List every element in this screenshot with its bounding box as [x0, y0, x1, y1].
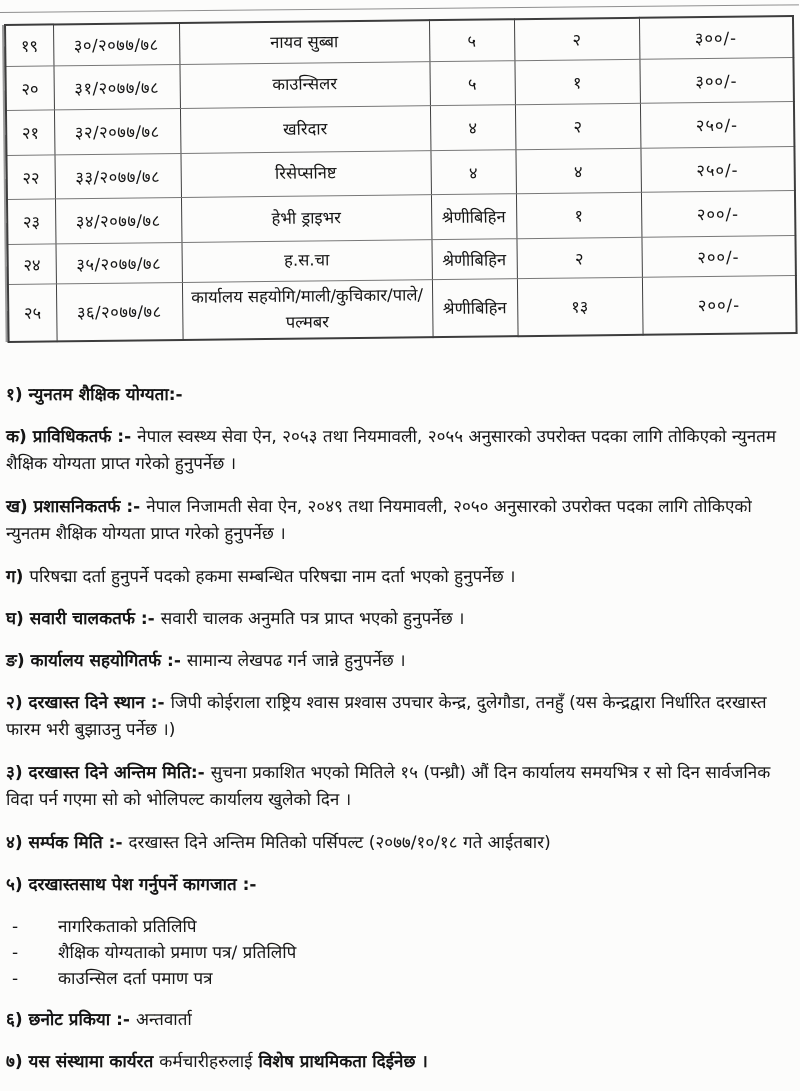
required-documents-list	[6, 914, 788, 992]
section-text: अन्तवार्ता	[135, 1010, 192, 1030]
cell-count: ४	[515, 148, 640, 193]
section-priority-note	[6, 1049, 788, 1076]
notice-body	[6, 382, 788, 1091]
section-label: क) प्राविधिकतर्फ :-	[6, 427, 132, 447]
section-label: ७) यस संस्थामा कार्यरत	[6, 1052, 154, 1072]
list-item-text: शैक्षिक योग्यताको प्रमाण पत्र/ प्रतिलिपि	[58, 943, 297, 963]
section-text-bold: विशेष प्राथमिकता दिईनेछ ।	[258, 1052, 428, 1072]
section-label: ग)	[6, 567, 24, 587]
cell-serial: २३	[7, 198, 56, 244]
section-text: कर्मचारीहरुलाई	[159, 1052, 253, 1072]
cell-fee: २००/-	[641, 190, 796, 237]
list-item-text: नागरिकताको प्रतिलिपि	[58, 917, 197, 937]
cell-advert-no: ३४/२०७७/७८	[55, 197, 182, 243]
section-deadline	[6, 760, 788, 814]
cell-count: २	[516, 237, 641, 278]
section-label: ङ) कार्यालय सहयोगितर्फ :-	[6, 651, 181, 671]
section-contact-date	[6, 830, 788, 857]
section-administrative	[6, 494, 788, 548]
dash-bullet: -	[12, 943, 19, 963]
cell-fee: २५०/-	[640, 101, 795, 148]
cell-level: श्रेणीबिहिन	[431, 193, 517, 239]
section-driver	[6, 606, 788, 633]
cell-fee: ३००/-	[639, 57, 793, 103]
cell-level: ४	[430, 104, 516, 150]
cell-serial: २०	[5, 65, 53, 110]
section-application-place	[6, 690, 788, 744]
cell-advert-no: ३६/२०७७/७८	[56, 282, 183, 341]
table-row	[8, 275, 797, 341]
cell-post: कार्यालय सहयोगि/माली/कुचिकार/पाले/पल्मबर	[182, 279, 433, 339]
cell-serial: २२	[6, 154, 54, 199]
cell-advert-no: ३१/२०७७/७८	[53, 64, 179, 109]
section-label: ५) दरखास्तसाथ पेश गर्नुपर्ने कागजात :-	[6, 875, 257, 895]
cell-post: ह.स.चा	[181, 239, 431, 282]
section-text: नेपाल स्वस्थ्य सेवा ऐन, २०५३ तथा नियमावली, २०५५ अनुसारको उपरोक्त पदका लागि तोकिएको न्युनतम शैक्षिक योग्यता प्राप्त गरेको हुनुपर्नेछ ।	[6, 427, 776, 474]
cell-count: २	[514, 18, 639, 60]
section-label: घ) सवारी चालकतर्फ :-	[6, 609, 155, 629]
cell-fee: २५०/-	[640, 146, 794, 192]
section-text: दरखास्त दिने अन्तिम मितिको पर्सिपल्ट (२०७७/१०/१८ गते आईतबार)	[128, 833, 551, 853]
cell-serial: २४	[7, 243, 55, 284]
scan-edge-line	[0, 4, 799, 13]
cell-count: १३	[517, 277, 643, 336]
list-item	[6, 966, 788, 992]
cell-serial: २५	[8, 283, 57, 341]
cell-post: रिसेप्सनिष्ट	[180, 150, 430, 197]
cell-post: काउन्सिलर	[179, 61, 429, 108]
cell-advert-no: ३५/२०७७/७८	[55, 242, 181, 283]
cell-fee: २००/-	[642, 275, 797, 334]
section-office-helper	[6, 648, 788, 675]
cell-fee: ३००/-	[639, 16, 793, 59]
section-qualification-heading	[6, 382, 788, 409]
list-item	[6, 940, 788, 966]
cell-count: २	[515, 103, 641, 149]
section-technical	[6, 424, 788, 478]
cell-serial: १९	[5, 24, 53, 66]
cell-fee: २००/-	[641, 235, 795, 277]
cell-advert-no: ३०/२०७७/७८	[53, 23, 179, 65]
list-item-text: काउन्सिल दर्ता पमाण पत्र	[58, 969, 213, 989]
section-text: सुचना प्रकाशित भएको मितिले १५ (पन्ध्रौ) औं दिन कार्यालय समयभित्र र सो दिन सार्वजनिक विदा पर्न गएमा सो को भोलिपल्ट कार्यालय खुलेको दिन ।	[6, 763, 771, 810]
cell-count: १	[516, 192, 642, 238]
section-label: ख) प्रशासनिकतर्फ :-	[6, 497, 141, 517]
section-label: ६) छनोट प्रकिया :-	[6, 1010, 130, 1030]
cell-advert-no: ३३/२०७७/७८	[54, 153, 180, 198]
dash-bullet: -	[12, 969, 19, 989]
section-selection-process	[6, 1007, 788, 1034]
cell-level: श्रेणीबिहिन	[431, 238, 516, 279]
vacancy-table-wrap	[4, 24, 794, 343]
cell-post: खरिदार	[180, 105, 430, 153]
section-text: नेपाल निजामती सेवा ऐन, २०४९ तथा नियमावली, २०५० अनुसारको उपरोक्त पदका लागि तोकिएको न्युनतम शैक्षिक योग्यता प्राप्त गरेको हुनुपर्नेछ ।	[6, 497, 752, 544]
cell-post: नायव सुब्बा	[179, 20, 429, 64]
section-required-documents-heading	[6, 872, 788, 899]
section-label: २) दरखास्त दिने स्थान :-	[6, 693, 165, 713]
cell-level: ५	[429, 60, 514, 105]
section-text: सामान्य लेखपढ गर्न जान्ने हुनुपर्नेछ ।	[186, 651, 406, 671]
cell-level: ५	[429, 19, 514, 61]
section-text: सवारी चालक अनुमति पत्र प्राप्त भएको हुनुपर्नेछ ।	[160, 609, 465, 629]
cell-level: ४	[430, 149, 515, 194]
cell-level: श्रेणीबिहिन	[432, 278, 518, 336]
section-text: जिपी कोईराला राष्ट्रिय श्वास प्रश्वास उपचार केन्द्र, दुलेगौडा, तनहुँ (यस केन्द्रद्वारा निर्धारित दरखास्त फारम भरी बुझाउनु पर्नेछ ।)	[6, 693, 767, 740]
list-item	[6, 914, 788, 940]
section-label: १) न्युनतम शैक्षिक योग्यता:-	[6, 385, 183, 405]
cell-post: हेभी ड्राइभर	[181, 194, 431, 242]
cell-serial: २१	[6, 109, 55, 155]
section-label: ३) दरखास्त दिने अन्तिम मिति:-	[6, 763, 205, 783]
section-label: ४) सर्म्पक मिति :-	[6, 833, 123, 853]
vacancy-table	[4, 15, 798, 342]
cell-advert-no: ३२/२०७७/७८	[54, 108, 181, 154]
section-council-registration	[6, 564, 788, 591]
cell-count: १	[514, 59, 639, 104]
section-text: परिषद्मा दर्ता हुनुपर्ने पदको हकमा सम्बन्धित परिषद्मा नाम दर्ता भएको हुनुपर्नेछ ।	[29, 567, 516, 587]
dash-bullet: -	[12, 917, 19, 937]
